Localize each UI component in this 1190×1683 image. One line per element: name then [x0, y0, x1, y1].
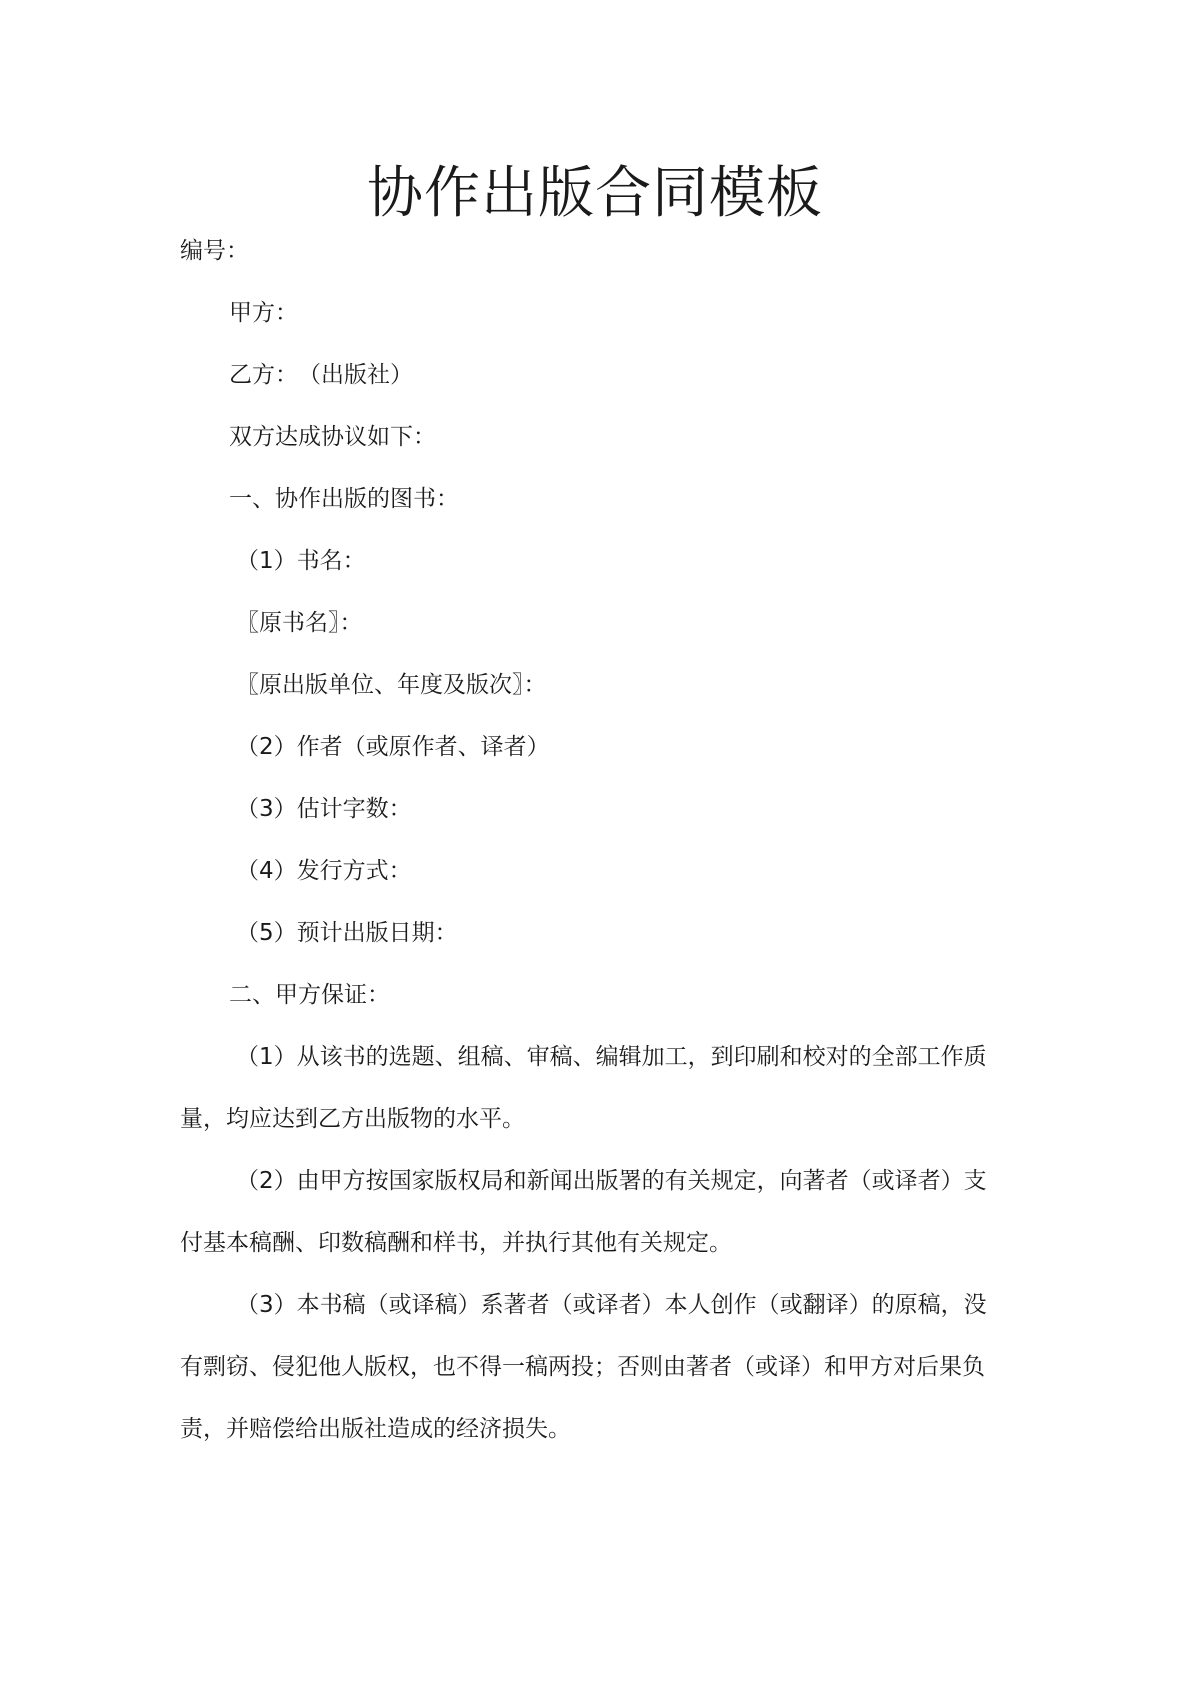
clause-2-1-line-2: 量，均应达到乙方出版物的水平。 [180, 1106, 525, 1132]
clause-2-3-line-2: 有剽窃、侵犯他人版权，也不得一稿两投；否则由著者（或译）和甲方对后果负 [180, 1354, 985, 1380]
original-title-item: 〖原书名〗： [236, 610, 363, 636]
section-2-heading: 二、甲方保证： [229, 982, 390, 1008]
author-item: （2）作者（或原作者、译者） [236, 734, 550, 760]
clause-2-2-line-2: 付基本稿酬、印数稿酬和样书，并执行其他有关规定。 [180, 1230, 732, 1256]
word-count-item: （3）估计字数： [236, 796, 412, 822]
section-1-heading: 一、协作出版的图书： [229, 486, 459, 512]
document-title: 协作出版合同模板 [367, 161, 823, 226]
party-b-label: 乙方： （出版社） [229, 362, 413, 388]
clause-2-1-line-1: （1）从该书的选题、组稿、审稿、编辑加工，到印刷和校对的全部工作质 [236, 1044, 987, 1070]
contract-number-label: 编号： [180, 238, 249, 264]
publication-date-item: （5）预计出版日期： [236, 920, 458, 946]
clause-2-3-line-3: 责，并赔偿给出版社造成的经济损失。 [180, 1416, 571, 1442]
clause-2-2-line-1: （2）由甲方按国家版权局和新闻出版署的有关规定，向著者（或译者）支 [236, 1168, 987, 1194]
agreement-intro: 双方达成协议如下： [229, 424, 436, 450]
distribution-method-item: （4）发行方式： [236, 858, 412, 884]
book-title-item: （1）书名： [236, 548, 366, 574]
clause-2-3-line-1: （3）本书稿（或译稿）系著者（或译者）本人创作（或翻译）的原稿，没 [236, 1292, 987, 1318]
party-a-label: 甲方： [229, 300, 298, 326]
original-publisher-item: 〖原出版单位、年度及版次〗： [236, 672, 547, 698]
